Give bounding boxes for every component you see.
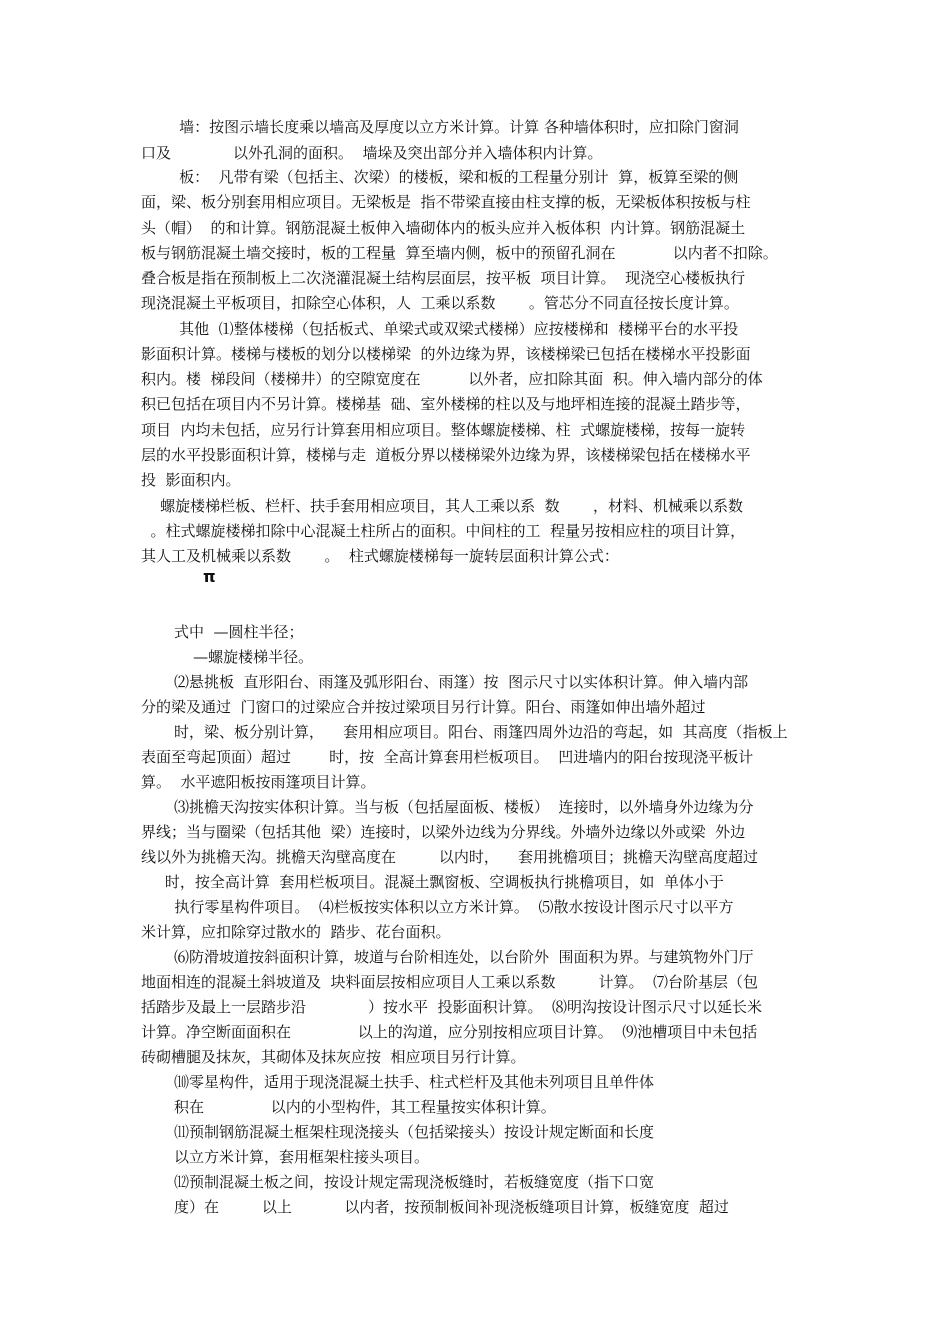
text-line: 其人工及机械乘以系数 。 柱式螺旋楼梯每一旋转层面积计算公式： — [141, 547, 619, 565]
text-line: 以立方米计算，套用框架柱接头项目。 — [174, 1148, 430, 1166]
text-line: ⑿预制混凝土板之间，按设计规定需现浇板缝时，若板缝宽度（指下口宽 — [174, 1173, 655, 1191]
text-line: 板： 凡带有梁（包括主、次梁）的楼板，梁和板的工程量分别计 算，板算至梁的侧 — [141, 168, 739, 186]
text-line: 其他 ⑴整体楼梯（包括板式、单梁式或双梁式楼梯）应按楼梯和 楼梯平台的水平投 — [141, 320, 739, 338]
text-line: 时，按全高计算 套用栏板项目。混凝土飘窗板、空调板执行挑檐项目，如 单体小于 — [141, 873, 724, 891]
text-line: 项目 内均未包括，应另行计算套用相应项目。整体螺旋楼梯、柱 式螺旋楼梯，按每一旋转 — [141, 421, 746, 439]
text-line: 积内。楼 梯段间（楼梯井）的空隙宽度在 以外者，应扣除其面 积。伸入墙内部分的体 — [141, 370, 763, 388]
text-line: 头（帽） 的和计算。钢筋混凝土板伸入墙砌体内的板头应并入板体积 内计算。钢筋混凝土 — [141, 219, 746, 237]
text-line: 面，梁、板分别套用相应项目。无梁板是 指不带梁直接由柱支撑的板，无梁板体积按板与柱 — [141, 193, 751, 211]
text-line: 计算。净空断面面积在 以上的沟道，应分别按相应项目计算。 ⑼池槽项目中未包括 — [141, 1023, 758, 1041]
text-line: 墙：按图示墙长度乘以墙高及厚度以立方米计算。计算 各种墙体积时，应扣除门窗洞 — [141, 118, 739, 136]
text-line: 分的梁及通过 门窗口的过梁应合并按过梁项目另行计算。阳台、雨篷如伸出墙外超过 — [141, 698, 706, 716]
text-line: 口及 以外孔洞的面积。 墙垛及突出部分并入墙体积内计算。 — [141, 144, 603, 162]
text-line: 界线；当与圈梁（包括其他 梁）连接时，以梁外边线为分界线。外墙外边缘以外或梁 外边 — [141, 823, 746, 841]
text-line: 层的水平投影面积计算，楼梯与走 道板分界以楼梯梁外边缘为界，该楼梯梁包括在楼梯水平 — [141, 446, 751, 464]
text-line: 板与钢筋混凝土墙交接时，板的工程量 算至墙内侧，板中的预留孔洞在 以内者不扣除。 — [141, 244, 778, 262]
text-line: 执行零星构件项目。 ⑷栏板按实体积以立方米计算。 ⑸散水按设计图示尺寸以平方 — [141, 898, 734, 916]
text-line: 时，梁、板分别计算， 套用相应项目。阳台、雨篷四周外边沿的弯起，如 其高度（指板上 — [174, 723, 788, 741]
text-line: ⑶挑檐天沟按实体积计算。当与板（包括屋面板、楼板） 连接时，以外墙身外边缘为分 — [174, 798, 754, 816]
text-line: 地面相连的混凝土斜坡道及 块料面层按相应项目人工乘以系数 计算。 ⑺台阶基层（包 — [141, 973, 758, 991]
text-line: 括踏步及最上一层踏步沿 ）按水平 投影面积计算。 ⑻明沟按设计图示尺寸以延长米 — [141, 998, 763, 1016]
text-line: —螺旋楼梯半径。 — [174, 648, 314, 666]
text-line: 。柱式螺旋楼梯扣除中心混凝土柱所占的面积。中间柱的工 程量另按相应柱的项目计算， — [141, 522, 746, 540]
text-line: ⑽零星构件，适用于现浇混凝土扶手、柱式栏杆及其他未列项目且单件体 — [174, 1073, 655, 1091]
text-line: 叠合板是指在预制板上二次浇灌混凝土结构层面层，按平板 项目计算。 现浇空心楼板执行 — [141, 269, 746, 287]
text-line: 米计算，应扣除穿过散水的 踏步、花台面积。 — [141, 923, 451, 941]
text-line: 积在 以内的小型构件，其工程量按实体积计算。 — [174, 1098, 556, 1116]
text-line: 度）在 以上 以内者，按预制板间补现浇板缝项目计算，板缝宽度 超过 — [174, 1198, 729, 1216]
text-line: 砖砌槽腿及抹灰，其砌体及抹灰应按 相应项目另行计算。 — [141, 1048, 526, 1066]
pi-symbol: π — [203, 567, 216, 586]
text-line: 投 影面积内。 — [141, 471, 241, 489]
text-line: 螺旋楼梯栏板、栏杆、扶手套用相应项目，其人工乘以系 数 ，材料、机械乘以系数 — [141, 497, 743, 515]
text-line: ⑵悬挑板 直形阳台、雨篷及弧形阳台、雨篷）按 图示尺寸以实体积计算。伸入墙内部 — [174, 673, 749, 691]
text-line: ⑾预制钢筋混凝土框架柱现浇接头（包括梁接头）按设计规定断面和长度 — [174, 1123, 655, 1141]
text-line: 线以外为挑檐天沟。挑檐天沟壁高度在 以内时， 套用挑檐项目；挑檐天沟壁高度超过 — [141, 848, 758, 866]
text-line: 积已包括在项目内不另计算。楼梯基 础、室外楼梯的柱以及与地坪相连接的混凝土踏步等， — [141, 395, 751, 413]
text-line: 表面至弯起顶面）超过 时，按 全高计算套用栏板项目。 凹进墙内的阳台按现浇平板计 — [141, 748, 754, 766]
text-line: 式中 —圆柱半径； — [174, 623, 304, 641]
text-line: 现浇混凝土平板项目，扣除空心体积，人 工乘以系数 。管芯分不同直径按长度计算。 — [141, 294, 739, 312]
text-line: 影面积计算。楼梯与楼板的划分以楼梯梁 的外边缘为界，该楼梯梁已包括在楼梯水平投影面 — [141, 345, 751, 363]
text-line: ⑹防滑坡道按斜面积计算，坡道与台阶相连处，以台阶外 围面积为界。与建筑物外门厅 — [174, 948, 754, 966]
text-line: 算。 水平遮阳板按雨篷项目计算。 — [141, 773, 376, 791]
